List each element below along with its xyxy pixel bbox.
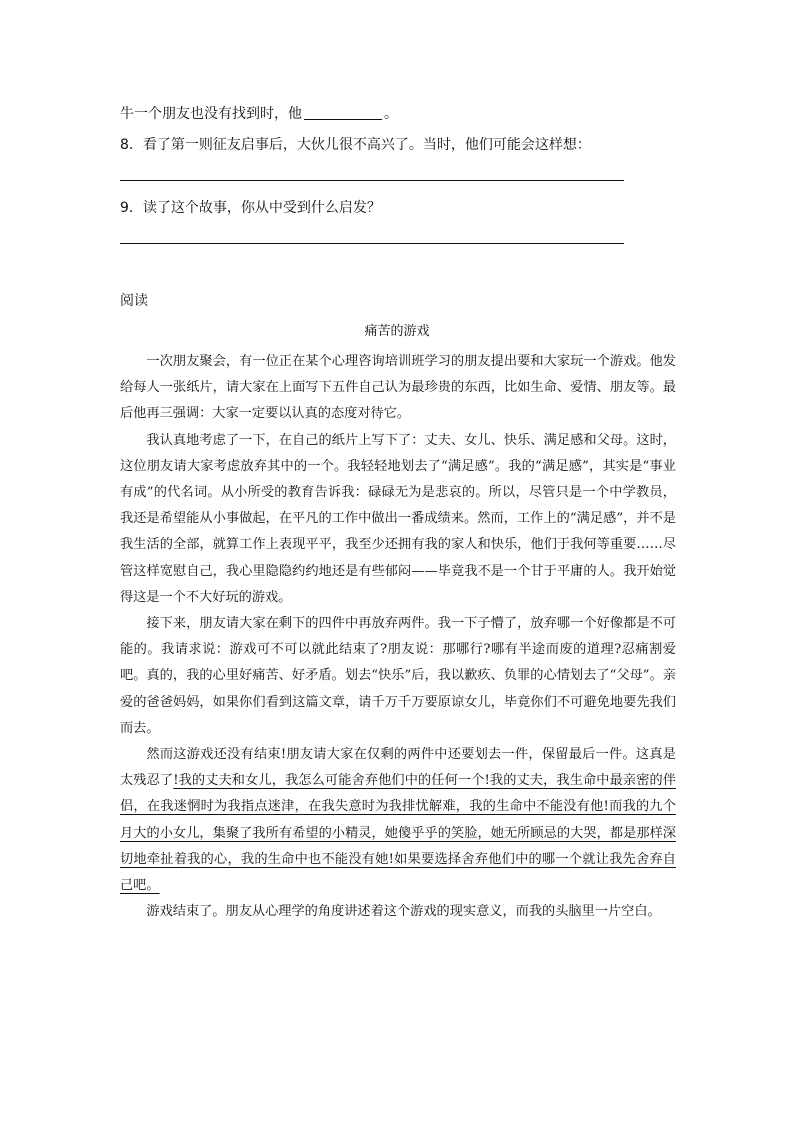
question-8: 8．看了第一则征友启事后，大伙儿很不高兴了。当时，他们可能会这样想： (120, 137, 591, 153)
paragraph-2: 我认真地考虑了一下，在自己的纸片上写下了：丈夫、女儿、快乐、满足感和父母。这时，这位朋友请大家考虑放弃其中的一个。我轻轻地划去了“满足感”。我的“满足感”，其实是“事业有成”的代名词。从小所受的教育告诉我：碌碌无为是悲哀的。所以，尽管只是一个中学教员，我还是希望能从小事做起，在平凡的工作中做出一番成绩来。然而，工作上的“满足感”，并不是我生活的全部，就算工作上表现平平，我至少还拥有我的家人和快乐，他们于我何等重要……尽管这样宽慰自己，我心里隐隐约约地还是有些郁闷——毕竟我不是一个甘于平庸的人。我开始觉得这是一个不大好玩的游戏。 (120, 432, 676, 605)
section-label: 阅读 (120, 293, 148, 309)
question-7-text: 牛一个朋友也没有找到时，他 (120, 106, 302, 122)
paragraph-3: 接下来，朋友请大家在剩下的四件中再放弃两件。我一下子懵了，放弃哪一个好像都是不可能的。我请求说：游戏可不可以就此结束了?朋友说：那哪行?哪有半途而废的道理?忍痛割爱吧。真的，我的心里好痛苦、好矛盾。划去“快乐”后，我以歉疚、负罪的心情划去了“父母”。亲爱的爸爸妈妈，如果你们看到这篇文章，请千万千万要原谅女儿，毕竟你们不可避免地要先我们而去。 (120, 616, 676, 736)
answer-line-8[interactable] (120, 180, 624, 181)
article-body (120, 349, 676, 925)
paragraph-4 (120, 742, 676, 899)
article-title: 痛苦的游戏 (364, 324, 430, 339)
paragraph-4-underlined: !我的丈夫和女儿，我怎么可能舍弃他们中的任何一个!我的丈夫，我生命中最亲密的伴侣，在我迷惘时为我指点迷津，在我失意时为我排忧解难，我的生命中不能没有他!而我的九个月大的小女儿，集聚了我所有希望的小精灵，她傻乎乎的笑脸，她无所顾忌的大哭，都是那样深切地牵扯着我的心，我的生命中也不能没有她!如果要选择舍弃他们中的哪一个就让我先舍弃自己吧。 (120, 773, 676, 894)
answer-blank-7[interactable] (304, 105, 382, 120)
answer-line-9[interactable] (120, 243, 624, 244)
paragraph-4-plain: 然而这游戏还没有结束!朋友请大家在仅剩的两件中还要划去一件，保留最后一件。这真是太残忍了 (120, 747, 676, 789)
question-9: 9．读了这个故事，你从中受到什么启发？ (120, 200, 381, 216)
paragraph-5: 游戏结束了。朋友从心理学的角度讲述着这个游戏的现实意义，而我的头脑里一片空白。 (146, 904, 661, 920)
paragraph-1: 一次朋友聚会，有一位正在某个心理咨询培训班学习的朋友提出要和大家玩一个游戏。他发给每人一张纸片，请大家在上面写下五件自己认为最珍贵的东西，比如生命、爱情、朋友等。最后他再三强调：大家一定要以认真的态度对待它。 (120, 354, 676, 422)
question-7-period: 。 (384, 106, 398, 122)
question-7-tail (120, 104, 398, 124)
